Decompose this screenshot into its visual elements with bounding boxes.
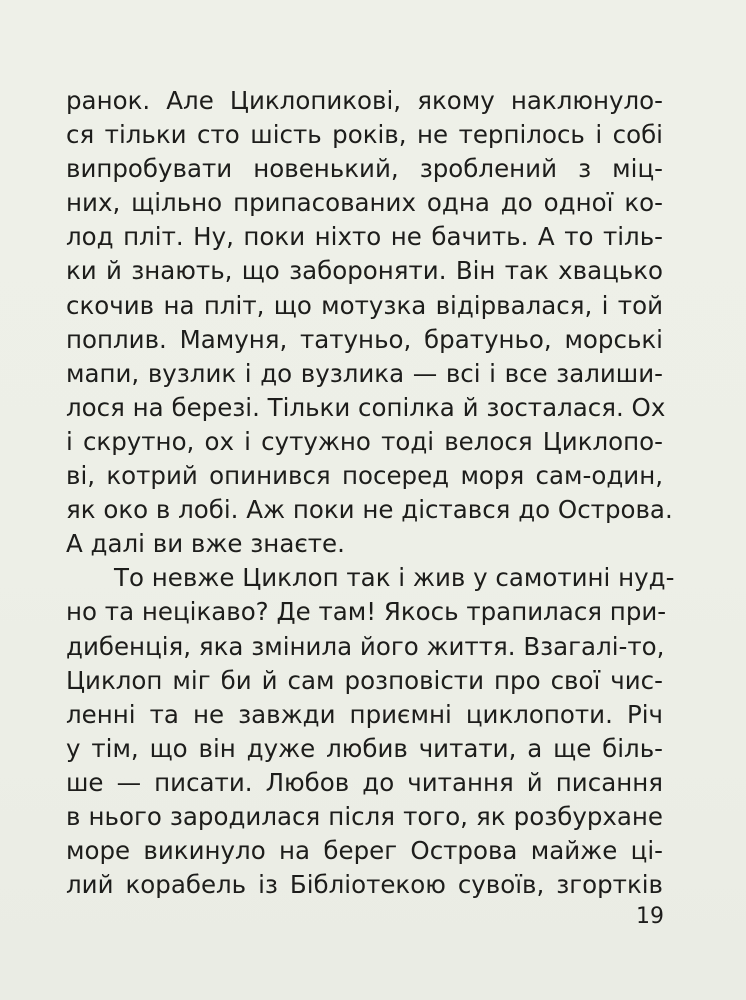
text-line: лод пліт. Ну, поки ніхто не бачить. А то тіль- [66,222,663,252]
text-line: Циклоп міг би й сам розповісти про свої чис- [66,665,663,695]
text-line: ранок. Але Циклопикові, якому наклюнуло- [66,86,663,115]
text-line: як око в лобі. Аж поки не дістався до Острова. [66,495,673,525]
paragraph-2 [66,561,675,902]
text-line: в нього зародилася після того, як розбурхане [66,801,663,831]
text-line: То невже Циклоп так і жив у самотині нуд- [114,563,675,593]
text-line: у тім, що він дуже любив читати, а ще біль- [66,733,663,763]
text-line: ше — писати. Любов до читання й писання [66,767,663,797]
text-line: них, щільно припасованих одна до одної ко- [66,188,663,218]
text-line: дибенція, яка змінила його життя. Взагалі-то, [66,631,665,661]
text-line: поплив. Мамуня, татуньо, братуньо, морські [66,324,663,354]
text-line: но та нецікаво? Де там! Якось трапилася при- [66,597,667,627]
text-line: море викинуло на берег Острова майже ці- [66,836,663,866]
text-line: ся тільки сто шість років, не терпілось і собі [66,120,663,150]
text-line: випробувати новенький, зроблений з міц- [66,154,663,184]
text-line: ві, котрий опинився посеред моря сам-один, [66,461,663,491]
paragraph-1 [66,84,673,561]
text-line: ленні та не завжди приємні циклопоти. Річ [66,699,663,729]
page-number: 19 [636,904,664,929]
text-line: скочив на пліт, що мотузка відірвалася, і той [66,290,663,320]
text-line: лий корабель із Бібліотекою сувоїв, згортків [66,870,663,900]
text-line: А далі ви вже знаєте. [66,529,345,559]
text-line: ки й знають, що забороняти. Він так хвацько [66,256,663,286]
text-line: і скрутно, ох і сутужно тоді велося Циклопо- [66,426,663,456]
body-text [66,84,675,902]
text-line: мапи, вузлик і до вузлика — всі і все залиши- [66,358,663,388]
text-line: лося на березі. Тільки сопілка й зосталася. Ох [66,392,666,422]
